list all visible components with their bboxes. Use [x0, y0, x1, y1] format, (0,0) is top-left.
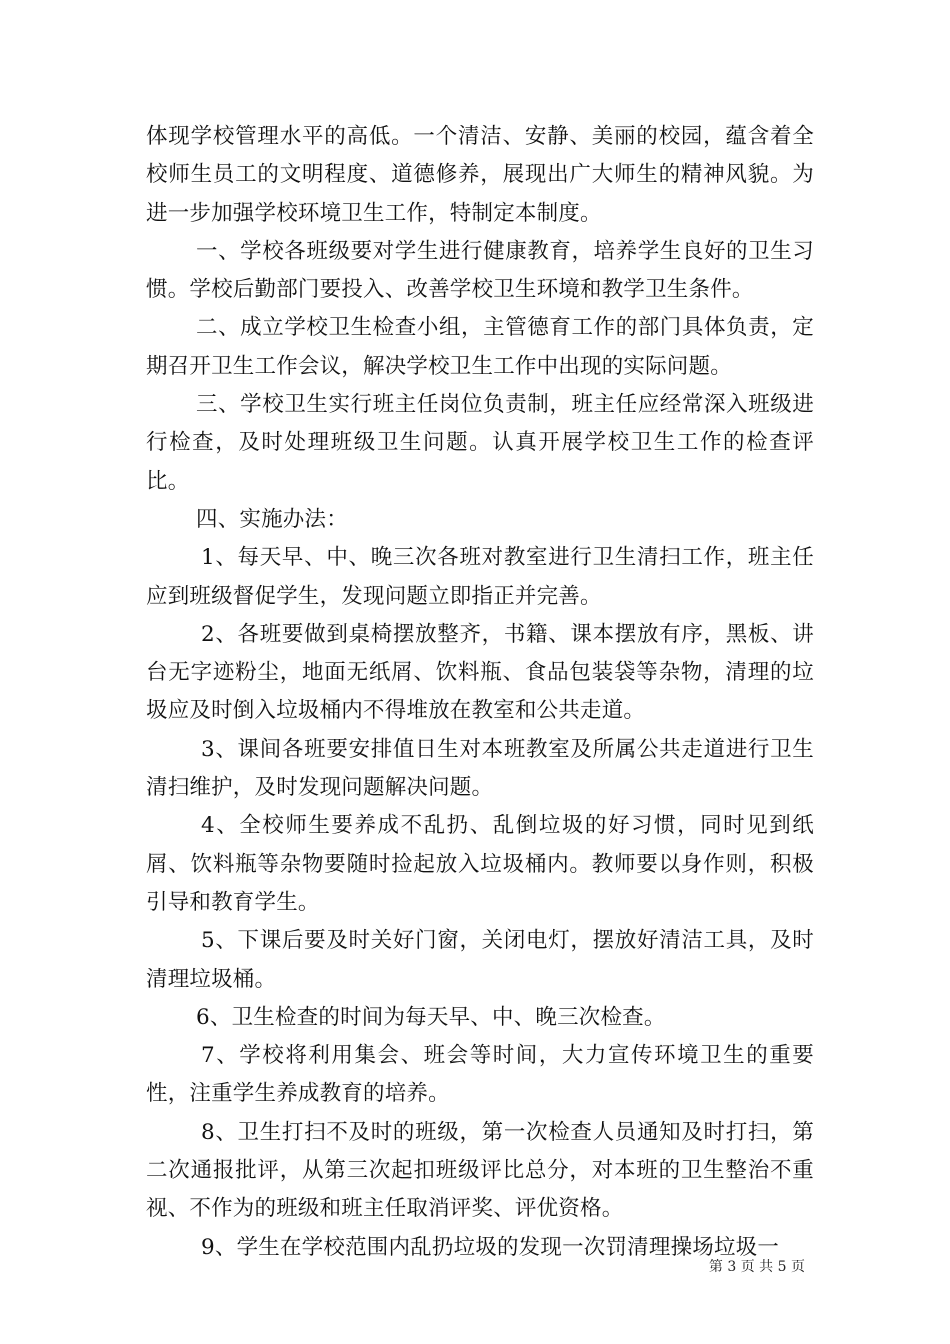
paragraph-item-7: 7、学校将利用集会、班会等时间，大力宣传环境卫生的重要性，注重学生养成教育的培养。	[146, 1043, 814, 1107]
page-number-footer: 第 3 页 共 5 页	[708, 1259, 805, 1275]
paragraph-section-4-heading: 四、实施办法：	[196, 506, 348, 532]
paragraph-item-4: 4、全校师生要养成不乱扔、乱倒垃圾的好习惯，同时见到纸屑、饮料瓶等杂物要随时捡起放入垃圾桶内。教师要以身作则，积极引导和教育学生。	[146, 813, 814, 915]
paragraph-item-2: 2、各班要做到桌椅摆放整齐，书籍、课本摆放有序，黑板、讲台无字迹粉尘，地面无纸屑、饮料瓶、食品包装袋等杂物，清理的垃圾应及时倒入垃圾桶内不得堆放在教室和公共走道。	[146, 621, 814, 724]
paragraph-section-3: 三、学校卫生实行班主任岗位负责制，班主任应经常深入班级进行检查，及时处理班级卫生问题。认真开展学校卫生工作的检查评比。	[146, 392, 814, 494]
paragraph-item-9: 9、学生在学校范围内乱扔垃圾的发现一次罚清理操场垃圾一	[201, 1234, 780, 1260]
paragraph-item-3: 3、课间各班要安排值日生对本班教室及所属公共走道进行卫生清扫维护，及时发现问题解决问题。	[146, 736, 814, 801]
paragraph-item-1: 1、每天早、中、晚三次各班对教室进行卫生清扫工作，班主任应到班级督促学生，发现问题立即指正并完善。	[146, 545, 814, 609]
paragraph-intro: 体现学校管理水平的高低。一个清洁、安静、美丽的校园，蕴含着全校师生员工的文明程度、道德修养，展现出广大师生的精神风貌。为进一步加强学校环境卫生工作，特制定本制度。	[146, 124, 814, 226]
paragraph-item-5: 5、下课后要及时关好门窗，关闭电灯，摆放好清洁工具，及时清理垃圾桶。	[146, 928, 814, 992]
document-body	[146, 118, 814, 1267]
paragraph-section-1: 一、学校各班级要对学生进行健康教育，培养学生良好的卫生习惯。学校后勤部门要投入、改善学校卫生环境和教学卫生条件。	[146, 238, 814, 303]
paragraph-item-8: 8、卫生打扫不及时的班级，第一次检查人员通知及时打扫，第二次通报批评，从第三次起扣班级评比总分，对本班的卫生整治不重视、不作为的班级和班主任取消评奖、评优资格。	[146, 1119, 814, 1222]
paragraph-item-6: 6、卫生检查的时间为每天早、中、晚三次检查。	[196, 1004, 666, 1030]
paragraph-section-2: 二、成立学校卫生检查小组，主管德育工作的部门具体负责，定期召开卫生工作会议，解决学校卫生工作中出现的实际问题。	[146, 315, 814, 379]
